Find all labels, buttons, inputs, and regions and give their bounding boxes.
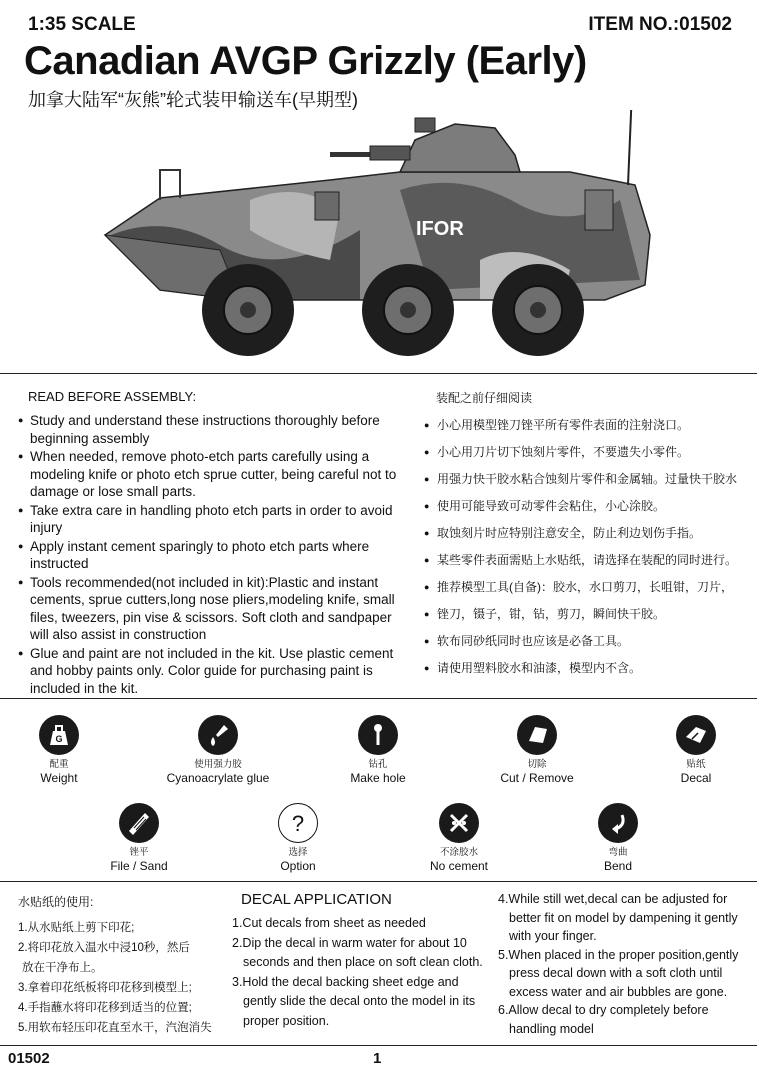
- list-item: ● 某些零件表面需贴上水贴纸，请选择在装配的同时进行。: [424, 547, 749, 574]
- symbol-label-zh: 使用强力胶: [194, 759, 242, 770]
- symbol-file: [64, 803, 214, 873]
- list-item: ● Glue and paint are not included in the kit. Use plastic cement and hobby paints only. Color guide for purchasing paint is included in the kit.: [18, 645, 413, 698]
- decal-steps-left: [232, 914, 487, 1031]
- list-item: 5.用软布轻压印花直至水干，汽泡消失: [18, 1022, 212, 1034]
- list-item: ● Tools recommended(not included in kit):Plastic and instant cements, sprue cutters,long nose pliers,modeling knife, small files, tweezers, pin vise & scissors. Soft cloth and sandpaper will also assist in construction: [18, 574, 413, 644]
- symbol-label-zh: 锉平: [129, 847, 149, 858]
- symbol-label-en: Cyanoacrylate glue: [166, 771, 270, 785]
- weight-icon: [39, 715, 79, 755]
- list-item: ● 用强力快干胶水粘合蚀刻片零件和金属轴。过量快干胶水: [424, 466, 749, 493]
- read-before-title: READ BEFORE ASSEMBLY:: [28, 389, 197, 404]
- decal-title-zh: 水贴纸的使用:: [18, 895, 94, 909]
- symbol-decal: [621, 715, 757, 785]
- wheel-front: [202, 264, 294, 356]
- scale-label: 1:35 SCALE: [28, 14, 136, 35]
- symbol-label-zh: 切除: [527, 759, 547, 770]
- list-item: ● 小心用模型锉刀锉平所有零件表面的注射浇口。: [424, 412, 749, 439]
- symbol-glue: [143, 715, 293, 785]
- cut-icon: [517, 715, 557, 755]
- glue-drop-icon: [198, 715, 238, 755]
- decal-steps-zh: [18, 918, 228, 1038]
- symbol-label-zh: 不涂胶水: [439, 847, 478, 858]
- decal-icon: [676, 715, 716, 755]
- page-number: 1: [373, 1050, 382, 1067]
- list-item: ● 小心用刀片切下蚀刻片零件，不要遗失小零件。: [424, 439, 749, 466]
- list-item: 2.Dip the decal in warm water for about 10 seconds and then place on soft clean cloth.: [232, 935, 483, 969]
- symbol-label-en: Option: [280, 859, 316, 873]
- item-number: ITEM NO.:01502: [588, 14, 732, 35]
- footer-item-code: 01502: [8, 1050, 50, 1067]
- list-item: ● Take extra care in handling photo etch parts in order to avoid injury: [18, 502, 413, 537]
- decal-title: DECAL APPLICATION: [241, 891, 392, 908]
- divider-top: [0, 373, 757, 374]
- symbol-label-en: Weight: [40, 771, 78, 785]
- decal-steps-right: [498, 890, 748, 1038]
- read-before-list: [18, 412, 413, 698]
- bend-arrow-icon: [598, 803, 638, 843]
- list-item: 6.Allow decal to dry completely before handling model: [498, 1003, 709, 1036]
- list-item: ● 使用可能导致可动零件会粘住，小心涂胶。: [424, 493, 749, 520]
- symbol-label-zh: 贴纸: [686, 759, 706, 770]
- symbol-label-zh: 钻孔: [368, 759, 388, 770]
- list-item: 1.从水贴纸上剪下印花;: [18, 922, 135, 934]
- list-item: ● Study and understand these instructions thoroughly before beginning assembly: [18, 412, 413, 447]
- question-icon: [278, 803, 318, 843]
- symbol-cut: [462, 715, 612, 785]
- list-item: 3.拿着印花纸板将印花移到模型上;: [18, 982, 192, 994]
- file-icon: [119, 803, 159, 843]
- list-item: ● When needed, remove photo-etch parts carefully using a modeling knife or photo etch sprue cutter, being careful not to damage or lose small parts.: [18, 448, 413, 501]
- list-item: 3.Hold the decal backing sheet edge and gently slide the decal onto the model in its proper position.: [232, 974, 476, 1028]
- list-item: 放在干净布上。: [22, 962, 103, 974]
- list-item: 2.将印花放入温水中浸10秒，然后: [18, 942, 190, 954]
- divider-bottom: [0, 881, 757, 882]
- symbol-label-en: Bend: [603, 859, 633, 873]
- symbol-label-zh: 弯曲: [608, 847, 628, 858]
- option-glyph: ?: [291, 811, 305, 836]
- no-cement-icon: [439, 803, 479, 843]
- symbol-drill: [303, 715, 453, 785]
- symbol-label-en: File / Sand: [110, 859, 168, 873]
- symbol-weight: [0, 715, 134, 785]
- symbol-option: [223, 803, 373, 873]
- list-item: ● 软布同砂纸同时也应该是必备工具。: [424, 628, 749, 655]
- wheel-middle: [362, 264, 454, 356]
- list-item: 1.Cut decals from sheet as needed: [232, 916, 426, 930]
- symbol-label-zh: 选择: [288, 847, 308, 858]
- symbol-no-cement: [384, 803, 534, 873]
- list-item: ● Apply instant cement sparingly to photo etch parts where instructed: [18, 538, 413, 573]
- divider-footer: [0, 1045, 757, 1046]
- symbol-bend: [543, 803, 693, 873]
- weight-glyph: G: [55, 734, 63, 744]
- list-item: ● 请使用塑料胶水和油漆，模型内不含。: [424, 655, 749, 682]
- symbol-label-en: Cut / Remove: [500, 771, 574, 785]
- divider-middle: [0, 698, 757, 699]
- page-subtitle-zh: 加拿大陆军“灰熊”轮式装甲输送车(早期型): [28, 90, 358, 110]
- ifor-marking: IFOR: [416, 218, 464, 240]
- list-item: 4.手指蘸水将印花移到适当的位置;: [18, 1002, 192, 1014]
- symbol-label-zh: 配重: [49, 759, 69, 770]
- page-title: Canadian AVGP Grizzly (Early): [24, 39, 587, 83]
- list-item: ● 锉刀，镊子，钳，钻，剪刀，瞬间快干胶。: [424, 601, 749, 628]
- list-item: ● 取蚀刻片时应特别注意安全，防止利边划伤手指。: [424, 520, 749, 547]
- vehicle-illustration: [100, 110, 670, 365]
- symbol-label-en: No cement: [429, 859, 489, 873]
- list-item: ● 推荐模型工具(自备)：胶水，水口剪刀，长咀钳，刀片，: [424, 574, 749, 601]
- symbol-label-en: Decal: [680, 771, 712, 785]
- read-before-title-zh: 装配之前仔细阅读: [436, 391, 533, 405]
- read-before-list-zh: [424, 412, 749, 682]
- list-item: 5.When placed in the proper position,gently press decal down with a soft cloth until excess water and air bubbles are gone.: [498, 947, 739, 999]
- wheel-rear: [492, 264, 584, 356]
- symbol-label-en: Make hole: [350, 771, 406, 785]
- list-item: 4.While still wet,decal can be adjusted for better fit on model by dampening it gently with your finger.: [498, 892, 738, 943]
- drill-icon: [358, 715, 398, 755]
